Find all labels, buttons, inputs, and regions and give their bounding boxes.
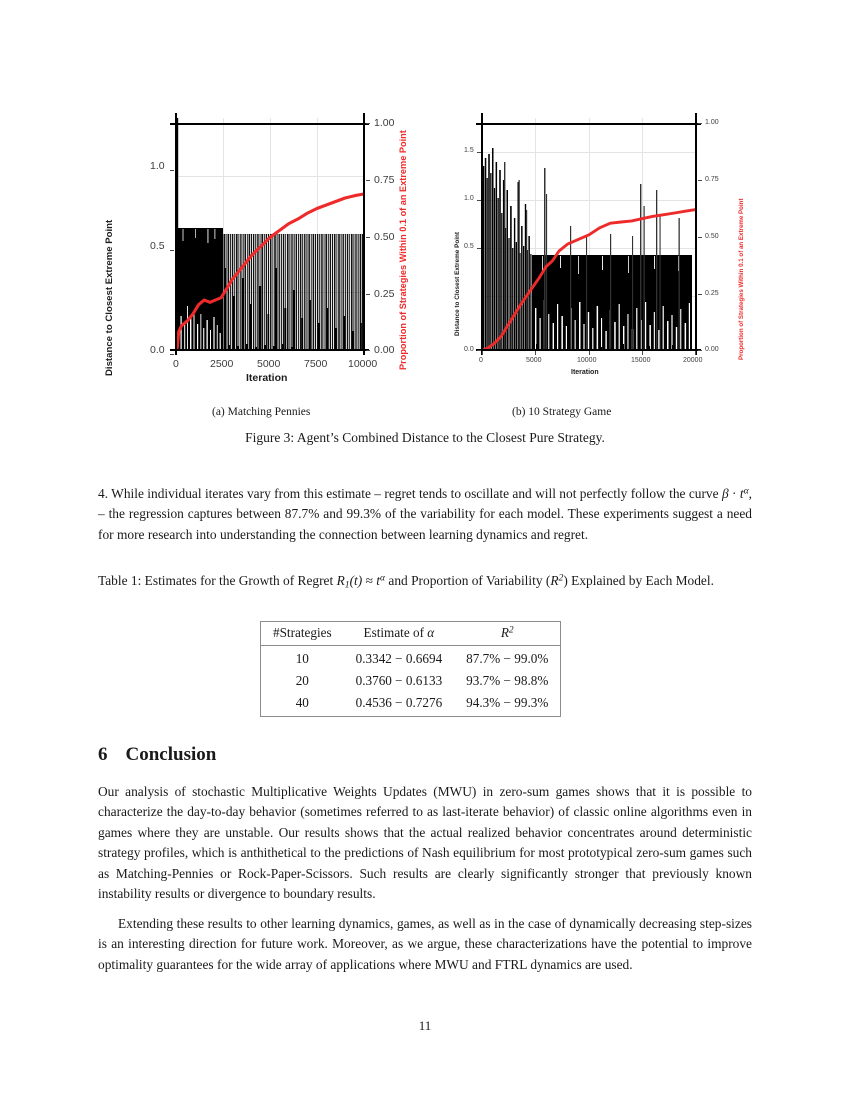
table-caption: Table 1: Estimates for the Growth of Regret $R_1(t) \approx t^\alpha$ and Proportion of Variability $(R^2)$ Explained by Each Model. bbox=[98, 572, 714, 591]
chart-b-y2tick-3: 0.75 bbox=[705, 176, 719, 183]
chart-a-plot-area bbox=[176, 118, 364, 350]
chart-a-ytick-2: 0.5 bbox=[150, 240, 165, 252]
chart-a-y2tick-2: 0.50 bbox=[374, 231, 395, 243]
cell-alpha: 0.3760 − 0.6133 bbox=[355, 673, 443, 688]
chart-b-y2tick-2: 0.50 bbox=[705, 233, 719, 240]
chart-a-ylabel: Distance to Closest Extreme Point bbox=[104, 219, 115, 376]
page-number: 11 bbox=[418, 1018, 432, 1033]
chart-b-ytick-3: 1.5 bbox=[464, 147, 474, 154]
chart-b-y2tick-0: 0.00 bbox=[705, 346, 719, 353]
chart-b-top-rule bbox=[476, 123, 701, 125]
chart-a-xtick-1: 2500 bbox=[210, 358, 234, 370]
chart-a-series bbox=[176, 118, 364, 350]
chart-a-xtick-4: 10000 bbox=[348, 358, 378, 370]
subcaption-a: (a) Matching Pennies bbox=[212, 406, 311, 418]
table-caption-text-b: and Proportion of Variability bbox=[388, 573, 543, 588]
chart-b-y2tick-1: 0.25 bbox=[705, 290, 719, 297]
chart-a-xlabel: Iteration bbox=[246, 372, 288, 384]
table-caption-math-a: $R_1(t)$ bbox=[336, 573, 363, 591]
chart-a-xtick-3: 7500 bbox=[304, 358, 328, 370]
table-header-r2: $R^2$ bbox=[454, 622, 561, 646]
conclusion-paragraph-2 bbox=[98, 914, 752, 975]
table-row bbox=[261, 692, 561, 717]
chart-b-ytick-2: 1.0 bbox=[464, 195, 474, 202]
cell-strategies: 40 bbox=[295, 695, 309, 710]
chart-b-xtick-0: 0 bbox=[479, 357, 483, 364]
chart-a-y2tick-0: 0.00 bbox=[374, 344, 395, 356]
chart-a-ytick-1: 1.0 bbox=[150, 160, 165, 172]
section-number: 6 bbox=[98, 744, 108, 765]
section-title: Conclusion bbox=[125, 744, 217, 765]
chart-b-right-axis-rule bbox=[695, 113, 697, 355]
table-header-row bbox=[261, 622, 561, 646]
cell-r2: 94.3% − 99.3% bbox=[466, 695, 549, 710]
chart-b-xtick-4: 20000 bbox=[683, 357, 703, 364]
cell-alpha: 0.3342 − 0.6694 bbox=[355, 651, 443, 666]
chart-b-ylabel: Distance to Closest Extreme Point bbox=[454, 231, 461, 336]
paragraph-regret-estimate: 4. While individual iterates vary from this estimate – regret tends to oscillate and will not perfectly follow the curve $\beta \cdot t^\alpha$, – the regression captures between 87.7% and 99.3% of the variability for each model. These experiments suggest a need for more research into understanding the connection between learning dynamics and regret. bbox=[98, 485, 752, 542]
chart-b-series bbox=[482, 118, 696, 350]
chart-a-ytick-3: 0.0 bbox=[150, 344, 165, 356]
table-row bbox=[261, 670, 561, 692]
chart-b-ytick-1: 0.5 bbox=[464, 243, 474, 250]
conclusion-paragraph-2-text: Extending these results to other learning dynamics, games, as well as in the case of dynamically decreasing step-sizes is an interesting direction for future work. Moreover, as we argue, these characterizations have the potential to improve optimality guarantees for the wide array of applications where MWU and FTRL dynamics are used. bbox=[98, 916, 752, 972]
cell-strategies: 10 bbox=[295, 651, 309, 666]
chart-b-ytick-0: 0.0 bbox=[464, 346, 474, 353]
chart-a-y2tick-3: 0.75 bbox=[374, 174, 395, 186]
section-heading-conclusion bbox=[98, 744, 216, 766]
chart-b-plot-area bbox=[482, 118, 696, 350]
chart-b-xtick-2: 10000 bbox=[577, 357, 597, 364]
chart-a-xtick-0: 0 bbox=[173, 358, 179, 370]
table-header-alpha: Estimate of α bbox=[344, 622, 455, 646]
chart-a-left-axis-rule bbox=[175, 113, 177, 355]
conclusion-paragraph-1: Our analysis of stochastic Multiplicative Weights Updates (MWU) in zero-sum games shows that it is possible to characterize the day-to-day behavior (sometimes referred to as last-iterate behavior) of classic online algorithms even in games where they are unstable. Our results shows that the actual realized behavior concentrates around deterministic strategy profiles, which is anthithetical to the predictions of Nash equilibrium for most prototypical zero-sum games such as Matching-Pennies or Rock-Paper-Scissors. Such results are clearly significantly stronger that previously known instability results or divergence to boundary results. bbox=[98, 784, 752, 901]
chart-b-xlabel: Iteration bbox=[571, 369, 599, 376]
cell-r2: 87.7% − 99.0% bbox=[466, 651, 549, 666]
chart-a-y2tick-1: 0.25 bbox=[374, 288, 395, 300]
figure-caption-label: Figure 3: bbox=[245, 430, 295, 445]
cell-alpha: 0.4536 − 0.7276 bbox=[355, 695, 443, 710]
figure-caption-text: Agent’s Combined Distance to the Closest Pure Strategy. bbox=[296, 430, 605, 445]
chart-b-left-axis-rule bbox=[481, 113, 483, 355]
chart-a-top-rule bbox=[170, 123, 369, 125]
cell-r2: 93.7% − 98.8% bbox=[466, 673, 549, 688]
table-row bbox=[261, 646, 561, 671]
subfigure-a-matching-pennies bbox=[98, 108, 418, 393]
table-caption-text-a: Estimates for the Growth of Regret bbox=[144, 573, 334, 588]
subcaption-b: (b) 10 Strategy Game bbox=[512, 406, 612, 418]
chart-b-xtick-3: 15000 bbox=[631, 357, 651, 364]
chart-a-xtick-2: 5000 bbox=[257, 358, 281, 370]
figure-caption bbox=[98, 430, 752, 446]
chart-a-y2label: Proportion of Strategies Within 0.1 of an Extreme Point bbox=[398, 130, 408, 370]
chart-b-y2tick-4: 1.00 bbox=[705, 119, 719, 126]
table-caption-text-c: Explained by Each Model. bbox=[571, 573, 714, 588]
chart-a-right-axis-rule bbox=[363, 113, 365, 355]
chart-b-xtick-1: 5000 bbox=[526, 357, 542, 364]
subfigure-b-ten-strategy-game bbox=[446, 108, 752, 393]
cell-strategies: 20 bbox=[295, 673, 309, 688]
table-caption-label: Table 1: bbox=[98, 573, 142, 588]
chart-a-y2tick-4: 1.00 bbox=[374, 117, 395, 129]
table-regret-estimates bbox=[260, 621, 561, 717]
chart-b-y2label: Proportion of Strategies Within 0.1 of an Extreme Point bbox=[738, 198, 745, 360]
chart-a-bottom-rule bbox=[170, 349, 369, 351]
table-header-strategies: #Strategies bbox=[261, 622, 344, 646]
